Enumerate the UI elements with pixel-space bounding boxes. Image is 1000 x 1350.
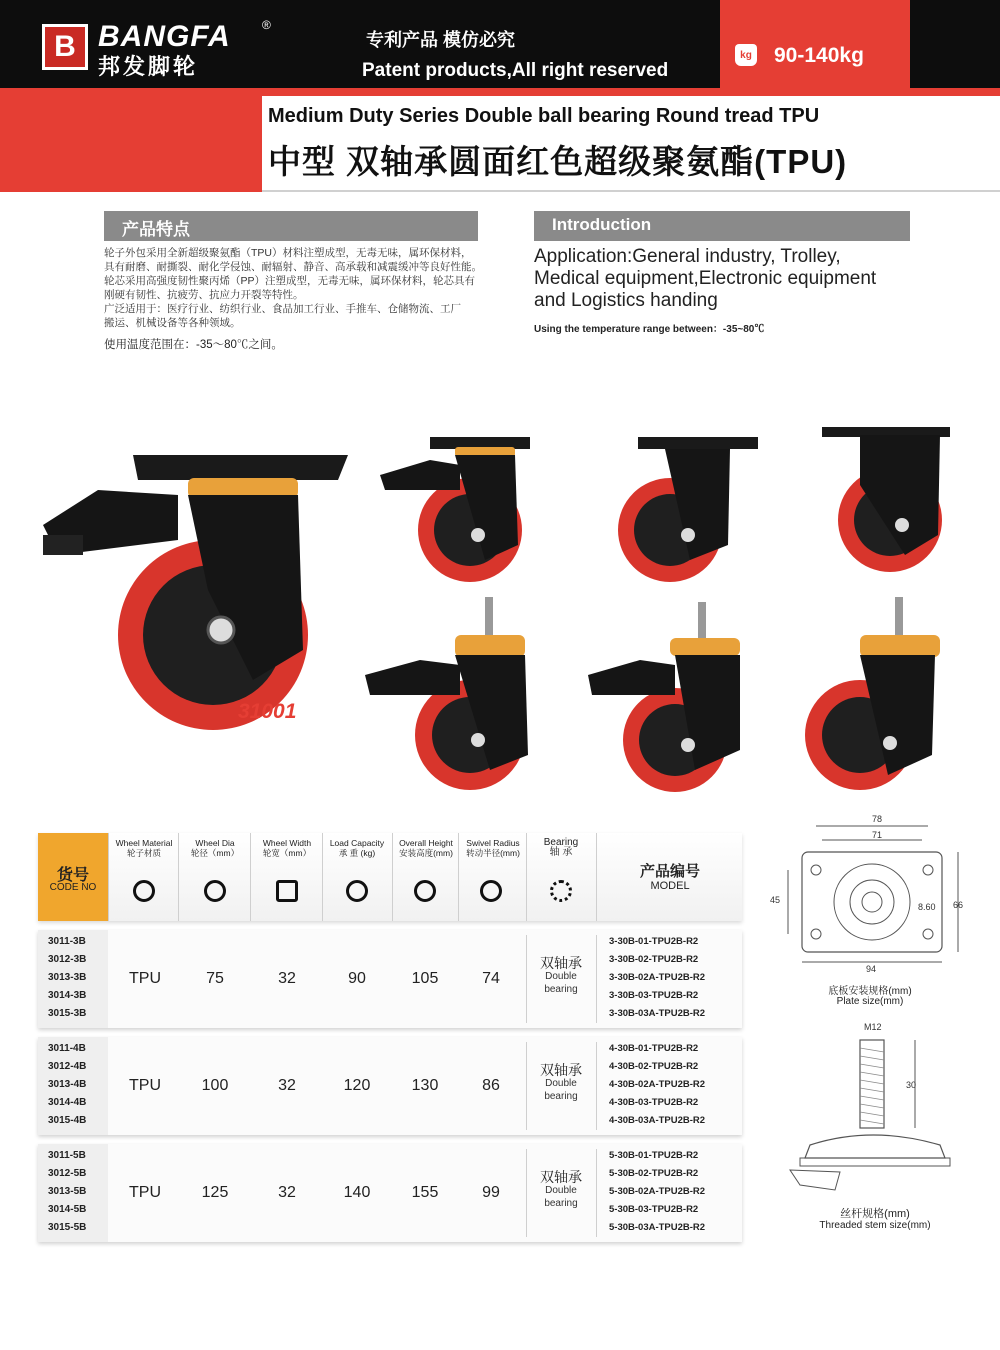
patent-notice-en: Patent products,All right reserved bbox=[362, 60, 669, 81]
load-capacity-icon bbox=[346, 880, 368, 902]
introduction-line: Application:General industry, Trolley, bbox=[534, 246, 841, 267]
caster-swivel-brake-large-image bbox=[38, 450, 358, 730]
dim-plate-94: 94 bbox=[866, 964, 877, 974]
bearing-icon bbox=[550, 880, 572, 902]
wheel-dia-icon bbox=[204, 880, 226, 902]
caster-stem-swivel-image bbox=[800, 595, 950, 795]
header-bearing-en: Bearing bbox=[543, 837, 579, 848]
header-radius-cn: 转动半径(mm) bbox=[466, 848, 520, 858]
header-radius-en: Swivel Radius bbox=[466, 838, 520, 848]
cell-bearing-cn: 双轴承 bbox=[540, 1169, 582, 1185]
features-heading: 产品特点 bbox=[104, 211, 478, 241]
table-code: 3014-3B bbox=[48, 990, 87, 1001]
header-material-en: Wheel Material bbox=[115, 838, 173, 848]
table-code: 3012-5B bbox=[48, 1168, 87, 1179]
wheel-width-icon bbox=[276, 880, 298, 902]
table-code: 3013-5B bbox=[48, 1186, 87, 1197]
table-model: 5-30B-03-TPU2B-R2 bbox=[609, 1204, 699, 1215]
header-code-cn: 货号 bbox=[56, 867, 89, 884]
features-temperature: 使用温度范围在：-35～80℃之间。 bbox=[104, 339, 283, 351]
header-material bbox=[110, 838, 178, 858]
header-model-en: MODEL bbox=[650, 880, 690, 892]
swivel-radius-icon bbox=[480, 880, 502, 902]
table-model: 5-30B-02-TPU2B-R2 bbox=[609, 1168, 699, 1179]
brand-name-en: BANGFA bbox=[98, 20, 231, 53]
stem-drawing bbox=[780, 1020, 970, 1205]
cell-bearing bbox=[526, 1064, 596, 1103]
cell-bearing-en: Double bbox=[545, 971, 577, 982]
dim-stem-thread: M12 bbox=[864, 1022, 882, 1032]
table-code: 3015-3B bbox=[48, 1008, 87, 1019]
stem-caption-cn: 丝杆规格(mm) bbox=[840, 1208, 910, 1220]
header-load-cn: 承 重 (kg) bbox=[338, 848, 376, 858]
cell-dia: 125 bbox=[201, 1184, 229, 1201]
caster-swivel-image bbox=[610, 435, 760, 585]
table-model: 4-30B-03-TPU2B-R2 bbox=[609, 1097, 699, 1108]
caster-rigid-image bbox=[820, 425, 960, 575]
stem-caption-en: Threaded stem size(mm) bbox=[819, 1220, 931, 1231]
table-model: 5-30B-02A-TPU2B-R2 bbox=[609, 1186, 706, 1197]
features-text bbox=[104, 246, 484, 330]
model-number-label: 31001 bbox=[238, 700, 297, 723]
header-code-en: CODE NO bbox=[49, 882, 97, 893]
cell-load: 140 bbox=[343, 1184, 371, 1201]
cell-height: 155 bbox=[411, 1184, 439, 1201]
table-model: 3-30B-02A-TPU2B-R2 bbox=[609, 972, 706, 983]
cell-bearing bbox=[526, 957, 596, 996]
table-code: 3013-3B bbox=[48, 972, 87, 983]
introduction-line: and Logistics handing bbox=[534, 290, 718, 311]
features-line: 具有耐磨、耐撕裂、耐化学侵蚀、耐辐射、静音、高承载和减震缓冲等良好性能。 bbox=[104, 261, 482, 273]
cell-material: TPU bbox=[129, 1184, 161, 1201]
dim-plate-66: 66 bbox=[953, 900, 964, 910]
cell-load: 90 bbox=[348, 970, 366, 987]
header-height-en: Overall Height bbox=[399, 838, 453, 848]
cell-bearing-cn: 双轴承 bbox=[540, 955, 582, 971]
cell-load: 120 bbox=[343, 1077, 371, 1094]
cell-dia: 100 bbox=[201, 1077, 229, 1094]
header-dia-en: Wheel Dia bbox=[195, 838, 235, 848]
header-radius bbox=[460, 838, 526, 858]
table-model: 3-30B-01-TPU2B-R2 bbox=[609, 936, 699, 947]
dim-plate-78: 78 bbox=[872, 814, 883, 824]
table-code: 3015-5B bbox=[48, 1222, 87, 1233]
table-code: 3012-4B bbox=[48, 1061, 87, 1072]
header-dia bbox=[180, 838, 250, 858]
features-line: 搬运、机械设备等各种领域。 bbox=[104, 317, 241, 329]
header-width bbox=[252, 838, 322, 858]
table-code: 3011-3B bbox=[48, 936, 86, 947]
cell-radius: 74 bbox=[482, 970, 500, 987]
cell-bearing bbox=[526, 1171, 596, 1210]
table-model: 4-30B-02-TPU2B-R2 bbox=[609, 1061, 699, 1072]
table-model: 3-30B-03-TPU2B-R2 bbox=[609, 990, 699, 1001]
header-height-cn: 安装高度(mm) bbox=[399, 848, 453, 858]
header-bearing-cn: 轴 承 bbox=[549, 847, 573, 858]
cell-radius: 99 bbox=[482, 1184, 500, 1201]
cell-bearing-cn: 双轴承 bbox=[540, 1062, 582, 1078]
cell-material: TPU bbox=[129, 970, 161, 987]
cell-material: TPU bbox=[129, 1077, 161, 1094]
table-model: 5-30B-03A-TPU2B-R2 bbox=[609, 1222, 706, 1233]
table-code: 3014-5B bbox=[48, 1204, 87, 1215]
header-load-en: Load Capacity bbox=[329, 838, 385, 848]
cell-bearing-en: bearing bbox=[544, 1198, 578, 1209]
cell-dia: 75 bbox=[206, 970, 224, 987]
load-range: 90-140kg bbox=[774, 44, 864, 67]
table-model: 5-30B-01-TPU2B-R2 bbox=[609, 1150, 699, 1161]
dim-plate-hole: 8.60 bbox=[918, 902, 936, 912]
features-line: 轮芯采用高强度韧性聚丙烯（PP）注塑成型，无毒无味，属环保材料，轮芯具有 bbox=[104, 275, 476, 287]
cell-height: 105 bbox=[411, 970, 439, 987]
title-cn: 中型 双轴承圆面红色超级聚氨酯(TPU) bbox=[268, 143, 848, 180]
table-code: 3014-4B bbox=[48, 1097, 87, 1108]
table-model: 4-30B-03A-TPU2B-R2 bbox=[609, 1115, 706, 1126]
dim-stem-length: 30 bbox=[906, 1080, 917, 1090]
table-code: 3012-3B bbox=[48, 954, 87, 965]
weight-icon: kg bbox=[735, 44, 757, 66]
cell-width: 32 bbox=[278, 1077, 296, 1094]
cell-radius: 86 bbox=[482, 1077, 500, 1094]
title-accent-block bbox=[0, 88, 262, 192]
header-model-cn: 产品编号 bbox=[639, 863, 700, 880]
table-model: 4-30B-02A-TPU2B-R2 bbox=[609, 1079, 706, 1090]
registered-mark: ® bbox=[262, 18, 271, 32]
table-code: 3011-5B bbox=[48, 1150, 86, 1161]
features-line: 刚硬有韧性、抗疲劳、抗应力开裂等特性。 bbox=[104, 289, 304, 301]
introduction-line: Medical equipment,Electronic equipment bbox=[534, 268, 877, 289]
cell-bearing-en: Double bbox=[545, 1185, 577, 1196]
features-line: 轮子外包采用全新超级聚氨酯（TPU）材料注塑成型，无毒无味，属环保材料， bbox=[104, 247, 472, 259]
cell-width: 32 bbox=[278, 970, 296, 987]
plate-caption-cn: 底板安装规格(mm) bbox=[828, 986, 912, 997]
cell-height: 130 bbox=[411, 1077, 439, 1094]
caster-stem-brake-image bbox=[360, 595, 540, 795]
header-height bbox=[392, 838, 460, 858]
cell-bearing-en: Double bbox=[545, 1078, 577, 1089]
overall-height-icon bbox=[414, 880, 436, 902]
cell-width: 32 bbox=[278, 1184, 296, 1201]
cell-bearing-en: bearing bbox=[544, 984, 578, 995]
table-code: 3015-4B bbox=[48, 1115, 87, 1126]
table-model: 3-30B-02-TPU2B-R2 bbox=[609, 954, 699, 965]
header-dia-cn: 轮径（mm） bbox=[190, 848, 240, 858]
dim-plate-45: 45 bbox=[770, 895, 781, 905]
introduction-heading: Introduction bbox=[534, 211, 910, 241]
brand-name-cn: 邦发脚轮 bbox=[98, 54, 199, 79]
title-divider bbox=[262, 190, 1000, 192]
table-model: 3-30B-03A-TPU2B-R2 bbox=[609, 1008, 706, 1019]
features-line: 广泛适用于：医疗行业、纺织行业、食品加工行业、手推车、仓储物流、工厂 bbox=[104, 303, 461, 315]
header-bearing bbox=[526, 838, 596, 858]
header-load bbox=[322, 838, 392, 858]
plate-caption-en: Plate size(mm) bbox=[836, 996, 904, 1007]
header-width-en: Wheel Width bbox=[262, 838, 312, 848]
table-code: 3011-4B bbox=[48, 1043, 86, 1054]
title-en: Medium Duty Series Double ball bearing Round tread TPU bbox=[268, 105, 820, 127]
introduction-text bbox=[534, 246, 954, 312]
caster-stem-brake-small-image bbox=[580, 600, 760, 795]
patent-notice-cn: 专利产品 模仿必究 bbox=[366, 30, 516, 50]
introduction-temperature: Using the temperature range between：-35~80℃ bbox=[534, 324, 765, 335]
caster-swivel-brake-image bbox=[370, 435, 540, 585]
brand-logo-icon: B bbox=[42, 24, 88, 70]
header-width-cn: 轮宽（mm） bbox=[262, 848, 312, 858]
wheel-material-icon bbox=[133, 880, 155, 902]
cell-bearing-en: bearing bbox=[544, 1091, 578, 1102]
table-code: 3013-4B bbox=[48, 1079, 87, 1090]
dim-plate-71: 71 bbox=[872, 830, 883, 840]
table-model: 4-30B-01-TPU2B-R2 bbox=[609, 1043, 699, 1054]
header-material-cn: 轮子材质 bbox=[126, 848, 161, 858]
